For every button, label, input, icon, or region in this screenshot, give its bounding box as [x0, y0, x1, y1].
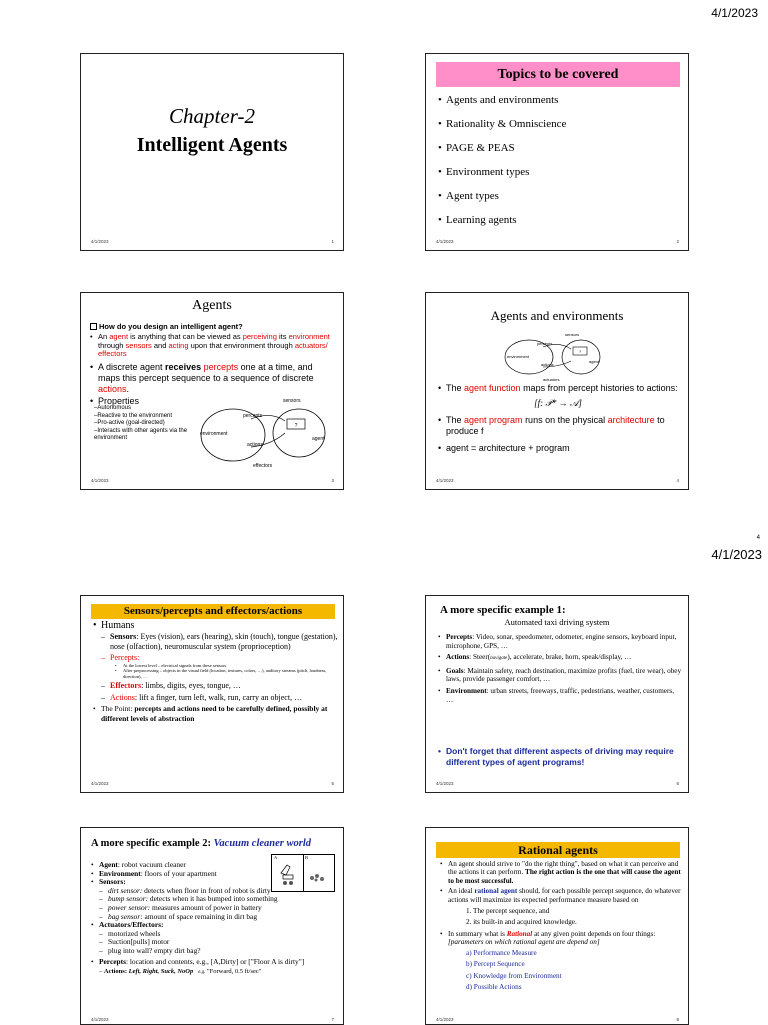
slide5-body — [93, 620, 338, 723]
list-item: – Suction[pulls] motor — [99, 938, 339, 947]
slide5-date: 4/1/2023 — [91, 781, 109, 786]
slide7-number: 7 — [331, 1017, 334, 1022]
slide-2 — [425, 53, 689, 251]
slide3-title: Agents — [192, 298, 232, 313]
diagram-percepts: percepts — [537, 341, 553, 346]
slide-6 — [425, 595, 689, 793]
list-item: • In summary what is Rational at any given point depends on four things: [parameters on which rational agent are depend on] — [440, 930, 682, 947]
formula: [f: 𝒫* → 𝒜] — [534, 398, 582, 408]
slide-4 — [425, 292, 689, 490]
list-item: – bump sensor: detects when it has bumped into something — [99, 895, 339, 904]
percept-items: • At the lowest level – electrical signals from these sensors • After preprocessing – objects in the visual field (location, textures, colors, …), auditory streams (pitch, loudness, direction), … — [101, 663, 338, 680]
list-item: • The Point: percepts and actions need to be carefully defined, possibly at different levels of abstraction — [93, 704, 338, 723]
slide6-body — [438, 633, 682, 704]
slide6-subtitle: Automated taxi driving system — [504, 617, 610, 627]
list-item: • Agent: robot vacuum cleaner — [91, 861, 339, 870]
list-item: • Properties — [90, 397, 330, 406]
list-item: • Humans — [93, 620, 338, 632]
list-item: • PAGE & PEAS — [438, 142, 566, 166]
slide4-date: 4/1/2023 — [436, 478, 454, 483]
slide-5 — [80, 595, 344, 793]
list-item: – plug into wall? empty dirt bag? — [99, 947, 339, 956]
list-item: – Actions: lift a finger, turn left, walk, run, carry an object, … — [101, 693, 338, 703]
list-item: • Environment: urban streets, freeways, traffic, pedestrians, weather, customers, … — [438, 687, 682, 704]
page-date-mid: 4/1/2023 — [711, 547, 762, 562]
slide1-title-chapter: Chapter-2 — [169, 104, 255, 128]
list-item: • Rationality & Omniscience — [438, 118, 566, 142]
slide-3 — [80, 292, 344, 490]
slide8-date: 4/1/2023 — [436, 1017, 454, 1022]
question-text: How do you design an intelligent agent? — [99, 322, 243, 331]
diagram-percepts: percepts — [243, 413, 263, 419]
slide5-title: Sensors/percepts and effectors/actions — [91, 604, 335, 619]
slide4-bullets — [438, 383, 678, 454]
list-item: • Environment types — [438, 166, 566, 190]
list-item: • Actions: Steer(navigate), accelerate, brake, horn, speak/display, … — [438, 653, 682, 664]
slide3-date: 4/1/2023 — [91, 478, 109, 483]
slide2-number: 2 — [676, 239, 679, 244]
list-item: • The agent function maps from percept histories to actions: — [438, 383, 678, 394]
diagram-agent: agent — [589, 359, 600, 364]
list-item: • Percepts: Video, sonar, speedometer, odometer, engine sensors, keyboard input, microphone, GPS, … — [438, 633, 682, 650]
slide3-question — [90, 322, 243, 331]
slide8-body — [440, 860, 682, 994]
list-item: • Agent types — [438, 190, 566, 214]
list-item: • A discrete agent receives percepts one at a time, and maps this percept sequence to a sequence of discrete actions. — [90, 362, 330, 395]
page-mark-mid: 4 — [756, 535, 760, 541]
list-item: • agent = architecture + program — [438, 443, 678, 454]
diagram-sensors: sensors — [565, 332, 580, 337]
vacuum-grid: A B — [271, 854, 335, 892]
agent-environment-diagram-small — [501, 331, 613, 383]
list-item: • Percepts: location and contents, e.g., [A,Dirty] or ["Floor A is dirty"] — [91, 958, 339, 967]
slide1-title-main: Intelligent Agents — [136, 134, 288, 156]
list-item: • An ideal rational agent should, for each possible percept sequence, do whatever actions will maximize its expected performance measure based on — [440, 887, 682, 904]
list-item: – bag sensor: amount of space remaining in dirt bag — [99, 913, 339, 922]
list-item: – Sensors: Eyes (vision), ears (hearing), skin (touch), tongue (gestation), nose (olfaction), neuromuscular system (proprioception) — [101, 632, 338, 651]
diagram-agent: agent — [312, 436, 325, 442]
list-item: – power sensor: measures amount of power in battery — [99, 904, 339, 913]
slide2-title: Topics to be covered — [436, 62, 680, 87]
slide7-title: A more specific example 2: Vacuum cleaner world — [91, 838, 312, 849]
slide6-title: A more specific example 1: — [440, 604, 566, 616]
slide-1 — [80, 53, 344, 251]
agent-environment-diagram — [191, 397, 337, 473]
svg-text:?: ? — [578, 349, 582, 354]
list-item: • The agent program runs on the physical architecture to produce f — [438, 415, 678, 437]
slide8-number: 8 — [676, 1017, 679, 1022]
diagram-actions: actions — [247, 442, 263, 448]
list-item: • Learning agents — [438, 214, 566, 238]
diagram-environment: environment — [200, 431, 228, 437]
slide-8 — [425, 827, 689, 1025]
slide2-topic-list — [438, 94, 566, 238]
slide7-body — [91, 861, 339, 978]
diagram-effectors: effectors — [253, 463, 273, 469]
diagram-actions: actions — [541, 362, 554, 367]
lettered-list: a) Performance Measure b) Percept Sequence c) Knowledge from Environment d) Possible Actions — [466, 948, 562, 992]
slide1-date: 4/1/2023 — [91, 239, 109, 244]
list-item: – dirt sensor: detects when floor in front of robot is dirty — [99, 887, 339, 896]
list-item: • An agent should strive to "do the right thing", based on what it can perceive and the actions it can perform. The right action is the one that will cause the agent to be most successful. — [440, 860, 682, 885]
slide3-number: 3 — [331, 478, 334, 483]
slide7-date: 4/1/2023 — [91, 1017, 109, 1022]
list-item: • Environment: floors of your apartment — [91, 870, 339, 879]
list-item: • Actuators/Effectors: — [91, 921, 339, 930]
slide6-date: 4/1/2023 — [436, 781, 454, 786]
list-item: • Goals: Maintain safety, reach destination, maximize profits (fuel, tire wear), obey laws, provide passenger comfort, … — [438, 667, 682, 684]
slide6-number: 6 — [676, 781, 679, 786]
slide2-date: 4/1/2023 — [436, 239, 454, 244]
slide4-title: Agents and environments — [490, 308, 624, 323]
list-item: – Percepts: — [101, 653, 338, 663]
numbered-list: 1. The percept sequence, and 2. its built-in and acquired knowledge. — [466, 907, 577, 926]
checkbox-square-icon — [90, 323, 97, 330]
list-item: – Effectors: limbs, digits, eyes, tongue, … — [101, 681, 338, 691]
diagram-sensors: sensors — [283, 398, 301, 404]
slide4-number: 4 — [676, 478, 679, 483]
properties-list: –Autonomous –Reactive to the environment –Pro-active (goal-directed) –Interacts with other agents via the environment — [94, 405, 188, 442]
actions-line: – Actions: Left, Right, Suck, NoOp e.g. "Forward, 0.5 ft/sec" — [99, 968, 262, 976]
list-item: • Sensors: — [91, 878, 339, 887]
diagram-q: ? — [294, 423, 298, 429]
list-item: • Agents and environments — [438, 94, 566, 118]
slide6-note: • Don't forget that different aspects of driving may require different types of agent programs! — [438, 746, 689, 768]
diagram-actuators: actuators — [543, 377, 560, 382]
diagram-environment: environment — [507, 354, 530, 359]
slide8-title: Rational agents — [436, 842, 680, 858]
list-item: • An agent is anything that can be viewed as perceiving its environment through sensors and acting upon that environment through actuators/ effectors — [90, 333, 330, 359]
list-item: – motorized wheels — [99, 930, 339, 939]
slide5-number: 5 — [331, 781, 334, 786]
slide1-number: 1 — [331, 239, 334, 244]
page-date-top: 4/1/2023 — [711, 6, 758, 20]
slide-7 — [80, 827, 344, 1025]
